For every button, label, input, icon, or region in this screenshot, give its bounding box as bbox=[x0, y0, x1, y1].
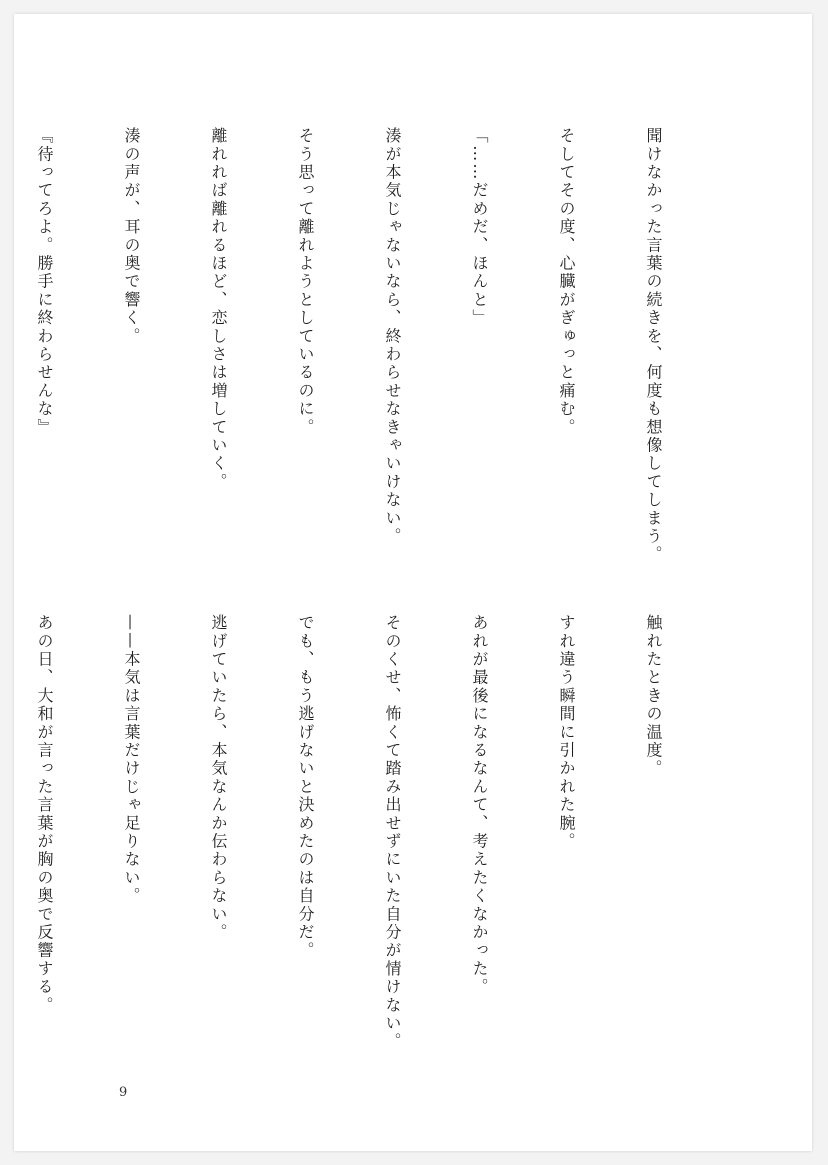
text-block-bottom bbox=[0, 614, 726, 1054]
text-line: 聞けなかった言葉の続きを、何度も想像してしまう。 bbox=[644, 127, 663, 564]
text-line: すれ違う瞬間に引かれた腕。 bbox=[557, 614, 576, 851]
text-line: 離れれば離れるほど、恋しさは増していく。 bbox=[209, 127, 228, 491]
text-line: 触れたときの温度。 bbox=[644, 614, 663, 778]
text-block-top bbox=[0, 127, 726, 567]
text-line: 湊の声が、耳の奥で響く。 bbox=[122, 127, 141, 346]
text-line: そう思って離れようとしているのに。 bbox=[296, 127, 315, 437]
text-line: 湊が本気じゃないなら、終わらせなきゃいけない。 bbox=[383, 127, 402, 546]
text-line: 『待ってろよ。勝手に終わらせんな』 bbox=[35, 127, 54, 437]
text-line: 「……だめだ、ほんと」 bbox=[470, 127, 489, 328]
text-line: あれが最後になるなんて、考えたくなかった。 bbox=[470, 614, 489, 997]
text-line: そのくせ、怖くて踏み出せずにいた自分が情けない。 bbox=[383, 614, 402, 1051]
text-line: ——本気は言葉だけじゃ足りない。 bbox=[122, 614, 141, 906]
text-line: でも、もう逃げないと決めたのは自分だ。 bbox=[296, 614, 315, 960]
page-number: 9 bbox=[119, 1085, 128, 1100]
text-line: そしてその度、心臓がぎゅっと痛む。 bbox=[557, 127, 576, 437]
text-line: あの日、大和が言った言葉が胸の奥で反響する。 bbox=[35, 614, 54, 1015]
text-line: 逃げていたら、本気なんか伝わらない。 bbox=[209, 614, 228, 942]
book-page bbox=[14, 14, 812, 1151]
